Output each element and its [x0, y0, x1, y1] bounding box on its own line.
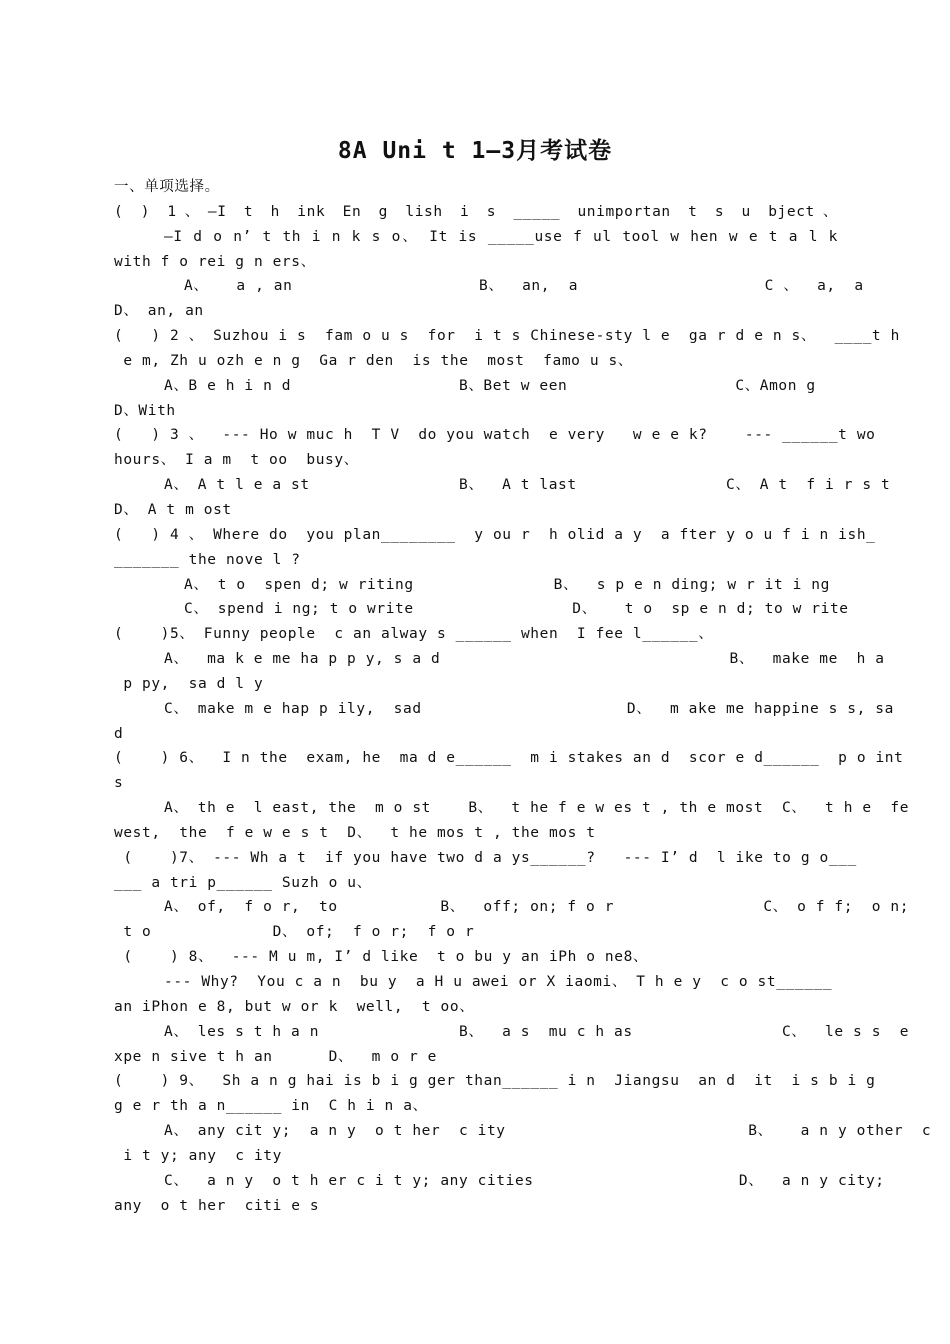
- question-5-options-ab: A、 ma k e me ha p p y, s a d B、 make me h a: [164, 651, 885, 668]
- question-1-option-d: D、 an, an: [114, 303, 204, 320]
- question-4-options-ab: A、 t o spen d; w riting B、 s p e n ding; w r it i ng: [184, 576, 830, 593]
- question-9-options-ab: A、 any cit y; a n y o t her c ity B、 a n y other c: [164, 1123, 932, 1140]
- question-1-options: A、 a , an B、 an, a C 、 a, a: [184, 278, 864, 295]
- question-body: [114, 175, 932, 1218]
- question-9-options-cd-cont: any o t her citi e s: [114, 1197, 320, 1214]
- question-3-option-d: D、 A t m ost: [114, 501, 232, 518]
- question-3-stem: ( ) 3 、 --- Ho w muc h T V do you watch e very w e e k? --- ______t wo: [114, 427, 876, 444]
- page-title: 8A Uni t 1—3月考试卷: [337, 138, 613, 164]
- question-6-stem: ( ) 6、 I n the exam, he ma d e______ m i stakes an d scor e d______ p o int: [114, 750, 904, 767]
- question-8-stem: ( ) 8、 --- M u m, I’ d like t o bu y an iPh o ne8、: [114, 949, 649, 966]
- question-2-stem: ( ) 2 、 Suzhou i s fam o u s for i t s Chinese-sty l e ga r d e n s、 ____t h: [114, 328, 900, 345]
- question-1-stem: ( ) 1、—I t h ink En g lish i s _____ unimportan t s u bject、: [114, 203, 838, 220]
- question-1-reply: —I d o n’ t th i n k s o、 It is _____use f ul tool w hen w e t a l k: [164, 228, 838, 245]
- question-3-stem-cont: hours、 I a m t oo busy、: [114, 452, 359, 469]
- question-7-options-cont: t o D、 of; f o r; f o r: [114, 924, 475, 941]
- question-4-stem: ( ) 4 、 Where do you plan________ y ou r h olid a y a fter y o u f i n ish_: [114, 526, 876, 543]
- question-8-options: A、 les s t h a n B、 a s mu c h as C、 le s s e: [164, 1023, 910, 1040]
- question-3-options: A、 A t l e a st B、 A t last C、 A t f i r s t: [164, 477, 891, 494]
- question-4-options-cd: C、 spend i ng; t o write D、 t o sp e n d; to w rite: [184, 601, 849, 618]
- question-5-stem: ( )5、 Funny people c an alway s ______ when I fee l______、: [114, 626, 714, 643]
- question-6-stem-cont: s: [114, 775, 124, 792]
- question-8-options-cont: xpe n sive t h an D、 m o r e: [114, 1048, 437, 1065]
- question-9-options-cd: C、 a n y o t h er c i t y; any cities D、 a n y city;: [164, 1172, 885, 1189]
- question-5-options-cd-cont: d: [114, 725, 124, 742]
- question-7-options: A、 of, f o r, to B、 off; on; f o r C、 o f f; o n;: [164, 899, 910, 916]
- question-9-stem: ( ) 9、 Sh a n g hai is b i g ger than______ i n Jiangsu an d it i s b i g: [114, 1073, 876, 1090]
- question-9-stem-cont: g e r th a n______ in C h i n a、: [114, 1098, 428, 1115]
- question-2-option-d: D、With: [114, 402, 176, 419]
- question-2-stem-cont: e m, Zh u ozh e n g Ga r den is the most famo u s、: [114, 352, 633, 369]
- question-7-stem: ( )7、 --- Wh a t if you have two d a ys______? --- I’ d l ike to g o___: [114, 849, 857, 866]
- question-5-options-cd: C、 make m e hap p ily, sad D、 m ake me happine s s, sa: [164, 700, 894, 717]
- question-1-reply-cont: with f o rei g n ers、: [114, 253, 316, 270]
- section-heading: 一、单项选择。: [114, 179, 220, 195]
- question-2-options: A、B e h i n d B、Bet w een C、Amon g: [164, 377, 816, 394]
- question-8-reply-cont: an iPhon e 8, but w or k well, t oo、: [114, 998, 475, 1015]
- question-8-reply: --- Why? You c a n bu y a H u awei or X iaomi、 T h e y c o st______: [164, 974, 833, 990]
- question-6-options: A、 th e l east, the m o st B、 t he f e w es t , th e most C、 t h e fe: [164, 800, 910, 817]
- question-4-stem-cont: _______ the nove l ?: [114, 551, 301, 568]
- question-9-options-ab-cont: i t y; any c ity: [114, 1147, 282, 1164]
- question-5-options-ab-cont: p py, sa d l y: [114, 675, 264, 692]
- question-7-stem-cont: ___ a tri p______ Suzh o u、: [114, 874, 372, 891]
- question-6-options-cont: west, the f e w e s t D、 t he mos t , the mos t: [114, 824, 596, 841]
